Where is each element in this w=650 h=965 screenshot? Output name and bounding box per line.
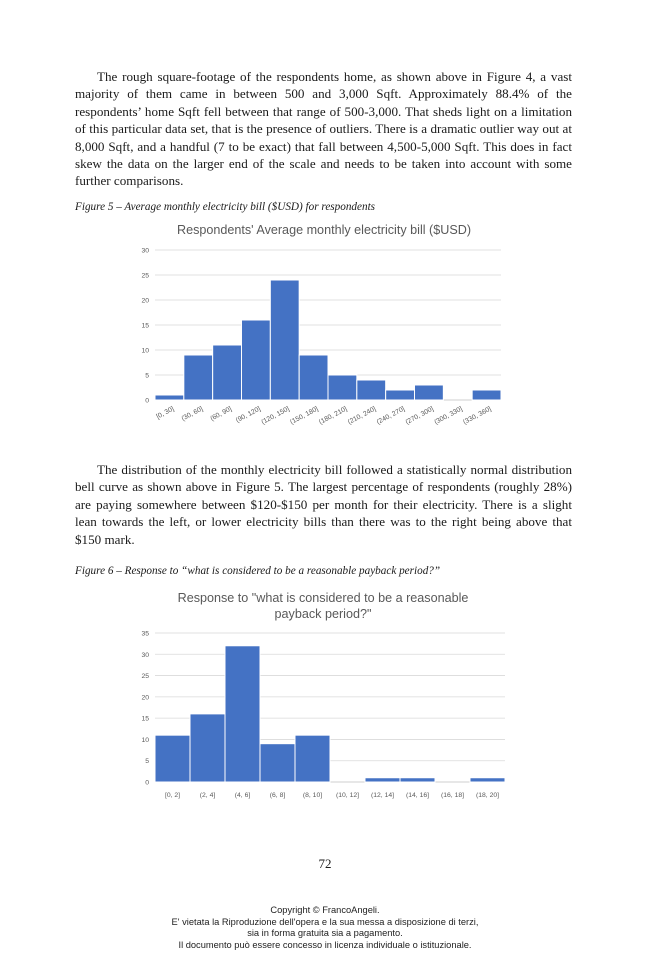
x-tick-label: (18, 20] bbox=[475, 792, 500, 799]
y-tick-label: 0 bbox=[145, 397, 149, 405]
x-tick-label: [0, 2] bbox=[164, 792, 181, 799]
bar bbox=[270, 280, 299, 400]
y-tick-label: 25 bbox=[141, 673, 149, 681]
y-tick-label: 10 bbox=[141, 347, 149, 355]
figure6-caption: Figure 6 – Response to “what is considered to be a reasonable payback period?” bbox=[75, 565, 441, 577]
x-tick-label: (8, 10] bbox=[302, 792, 323, 799]
y-tick-label: 15 bbox=[141, 715, 149, 723]
y-tick-label: 25 bbox=[141, 272, 149, 280]
chart-svg bbox=[95, 217, 525, 447]
page-number: 72 bbox=[318, 856, 332, 871]
bar bbox=[328, 375, 357, 400]
x-tick-label: (240, 270] bbox=[375, 405, 407, 427]
bar bbox=[357, 380, 386, 400]
chart-svg bbox=[95, 585, 525, 815]
bar bbox=[225, 646, 260, 782]
y-tick-label: 0 bbox=[145, 779, 149, 787]
x-tick-label: (180, 210] bbox=[318, 405, 349, 427]
x-tick-label: (60, 90] bbox=[209, 405, 234, 423]
x-tick-label: (30, 60] bbox=[180, 405, 205, 423]
figure5-caption: Figure 5 – Average monthly electricity bill ($USD) for respondents bbox=[75, 201, 376, 213]
bar bbox=[155, 735, 190, 782]
bar bbox=[184, 355, 213, 400]
bar bbox=[260, 744, 295, 782]
x-tick-label: (90, 120] bbox=[234, 405, 262, 425]
copyright-line: E' vietata la Riproduzione dell'opera e la sua messa a disposizione di terzi, bbox=[171, 916, 479, 927]
bar bbox=[299, 355, 328, 400]
y-tick-label: 5 bbox=[145, 372, 149, 380]
y-tick-label: 15 bbox=[141, 322, 149, 330]
y-tick-label: 20 bbox=[141, 694, 149, 702]
figure6-chart bbox=[95, 585, 525, 815]
chart-title: Response to "what is considered to be a reasonable bbox=[177, 591, 469, 605]
paragraph-figure4-discussion bbox=[75, 68, 572, 190]
x-tick-label: (10, 12] bbox=[335, 792, 360, 799]
x-tick-label: (120, 150] bbox=[260, 405, 291, 427]
x-tick-label: (300, 330] bbox=[433, 405, 464, 427]
bar bbox=[365, 778, 400, 782]
x-tick-label: (14, 16] bbox=[405, 792, 430, 799]
chart-title: payback period?" bbox=[274, 607, 372, 621]
bar bbox=[400, 778, 435, 782]
bar bbox=[213, 345, 242, 400]
copyright-line: sia in forma gratuita sia a pagamento. bbox=[247, 928, 403, 939]
y-tick-label: 20 bbox=[141, 297, 149, 305]
bar bbox=[155, 395, 184, 400]
y-tick-label: 30 bbox=[141, 651, 149, 659]
paragraph-figure5-discussion bbox=[75, 461, 572, 548]
x-tick-label: (16, 18] bbox=[440, 792, 465, 799]
paragraph-text: The rough square-footage of the respondents home, as shown above in Figure 4, a vast majority of them came in between 500 and 3,000 Sqft. Approximately 88.4% of the respondents’ home Sqft fell between that range of 500-3,000. That sheds light on a limitation of this particular data set, that is the presence of outliers. There is a dramatic outlier way out at 8,000 Sqft, and a handful (7 to be exact) that fall between 4,500-5,000 Sqft. This does in fact skew the data on the larger end of the scale and needs to be taken into account with some further comparisons. bbox=[75, 69, 572, 189]
x-tick-label: (2, 4] bbox=[199, 792, 216, 799]
figure5-chart bbox=[95, 217, 525, 447]
x-tick-label: (210, 240] bbox=[346, 405, 378, 427]
bar bbox=[415, 385, 444, 400]
y-tick-label: 10 bbox=[141, 736, 149, 744]
bar bbox=[242, 320, 271, 400]
x-tick-label: (150, 180] bbox=[289, 405, 320, 427]
x-tick-label: [0, 30] bbox=[155, 405, 176, 421]
chart-title: Respondents' Average monthly electricity bill ($USD) bbox=[176, 223, 472, 237]
y-tick-label: 35 bbox=[141, 630, 149, 638]
bar bbox=[295, 735, 330, 782]
copyright-line: Il documento può essere concesso in licenza individuale o istituzionale. bbox=[178, 939, 472, 950]
y-tick-label: 30 bbox=[141, 247, 149, 255]
copyright-line: Copyright © FrancoAngeli. bbox=[270, 905, 380, 915]
x-tick-label: (270, 300] bbox=[404, 405, 435, 427]
x-tick-label: (6, 8] bbox=[269, 792, 286, 799]
x-tick-label: (12, 14] bbox=[370, 792, 395, 799]
y-tick-label: 5 bbox=[145, 758, 149, 766]
x-tick-label: (4, 6] bbox=[234, 792, 251, 799]
x-tick-label: (330, 360] bbox=[462, 405, 493, 427]
bar bbox=[470, 778, 505, 782]
bar bbox=[190, 714, 225, 782]
bar bbox=[472, 390, 501, 400]
bar bbox=[386, 390, 415, 400]
copyright-notice bbox=[0, 905, 650, 951]
paragraph-text: The distribution of the monthly electricity bill followed a statistically normal distribution bell curve as shown above in Figure 5. The largest percentage of respondents (roughly 28%) are paying somewhere between $120-$150 per month for their electricity. There is a slight lean towards the left, or lower electricity bills than there was to the right being above that $150 mark. bbox=[75, 462, 572, 547]
